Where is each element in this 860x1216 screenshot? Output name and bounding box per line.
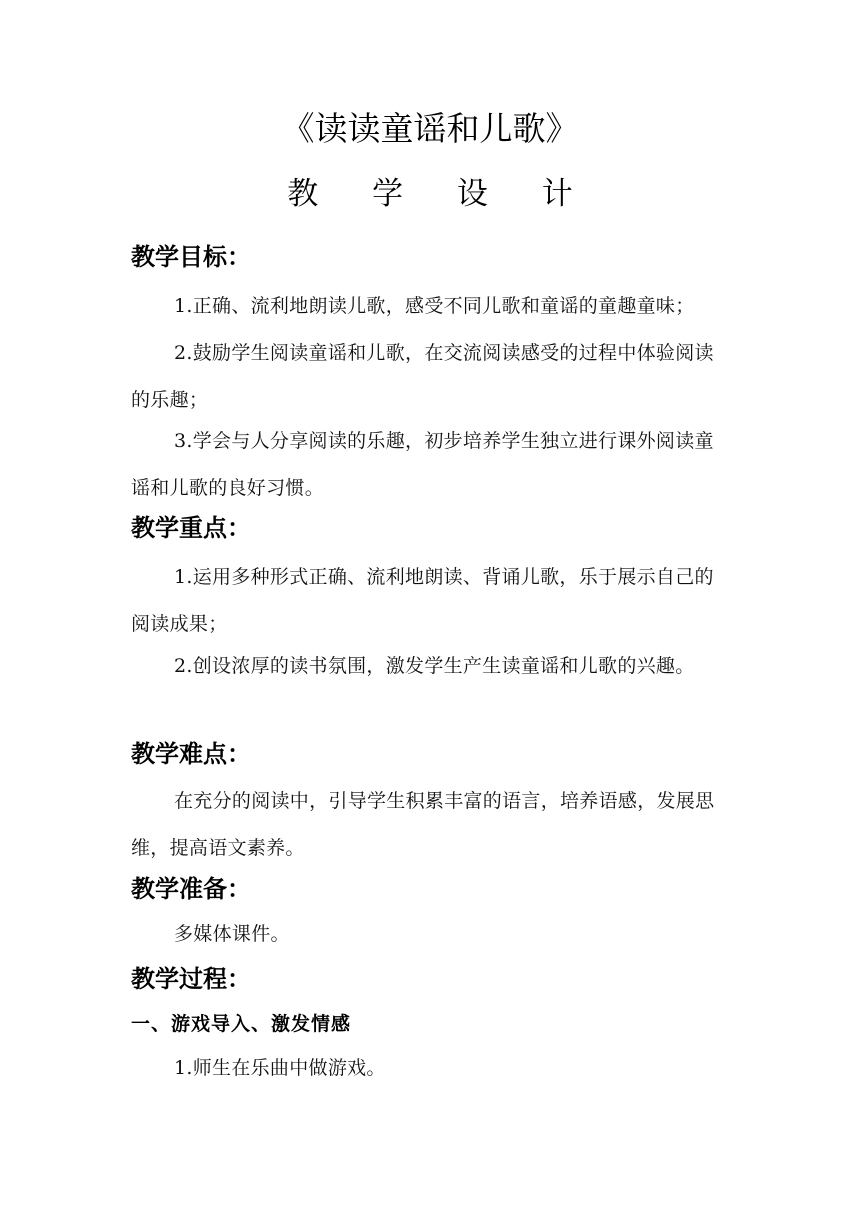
document-title: 《读读童谣和儿歌》 xyxy=(281,109,579,148)
section-heading-preparation: 教学准备： xyxy=(131,875,251,903)
objective-paragraph: 1.正确、流利地朗读儿歌，感受不同儿歌和童谣的童趣童味； xyxy=(174,295,695,317)
document-subtitle: 教 学 设 计 xyxy=(287,176,595,212)
section-heading-objectives: 教学目标： xyxy=(131,243,251,271)
key-point-paragraph: 1.运用多种形式正确、流利地朗读、背诵儿歌，乐于展示自己的阅读成果； xyxy=(131,566,714,635)
process-step-heading: 一、游戏导入、激发情感 xyxy=(131,1013,352,1035)
section-heading-difficulties: 教学难点： xyxy=(131,740,251,768)
difficulty-paragraph: 在充分的阅读中，引导学生积累丰富的语言，培养语感，发展思维，提高语文素养。 xyxy=(131,790,715,859)
preparation-paragraph: 多媒体课件。 xyxy=(174,923,290,945)
section-heading-process: 教学过程： xyxy=(131,965,251,993)
objective-paragraph: 2.鼓励学生阅读童谣和儿歌，在交流阅读感受的过程中体验阅读的乐趣； xyxy=(131,342,714,411)
key-point-paragraph: 2.创设浓厚的读书氛围，激发学生产生读童谣和儿歌的兴趣。 xyxy=(174,655,695,677)
section-heading-key-points: 教学重点： xyxy=(131,514,251,542)
objective-paragraph: 3.学会与人分享阅读的乐趣，初步培养学生独立进行课外阅读童谣和儿歌的良好习惯。 xyxy=(131,430,714,499)
process-paragraph: 1.师生在乐曲中做游戏。 xyxy=(174,1057,386,1079)
